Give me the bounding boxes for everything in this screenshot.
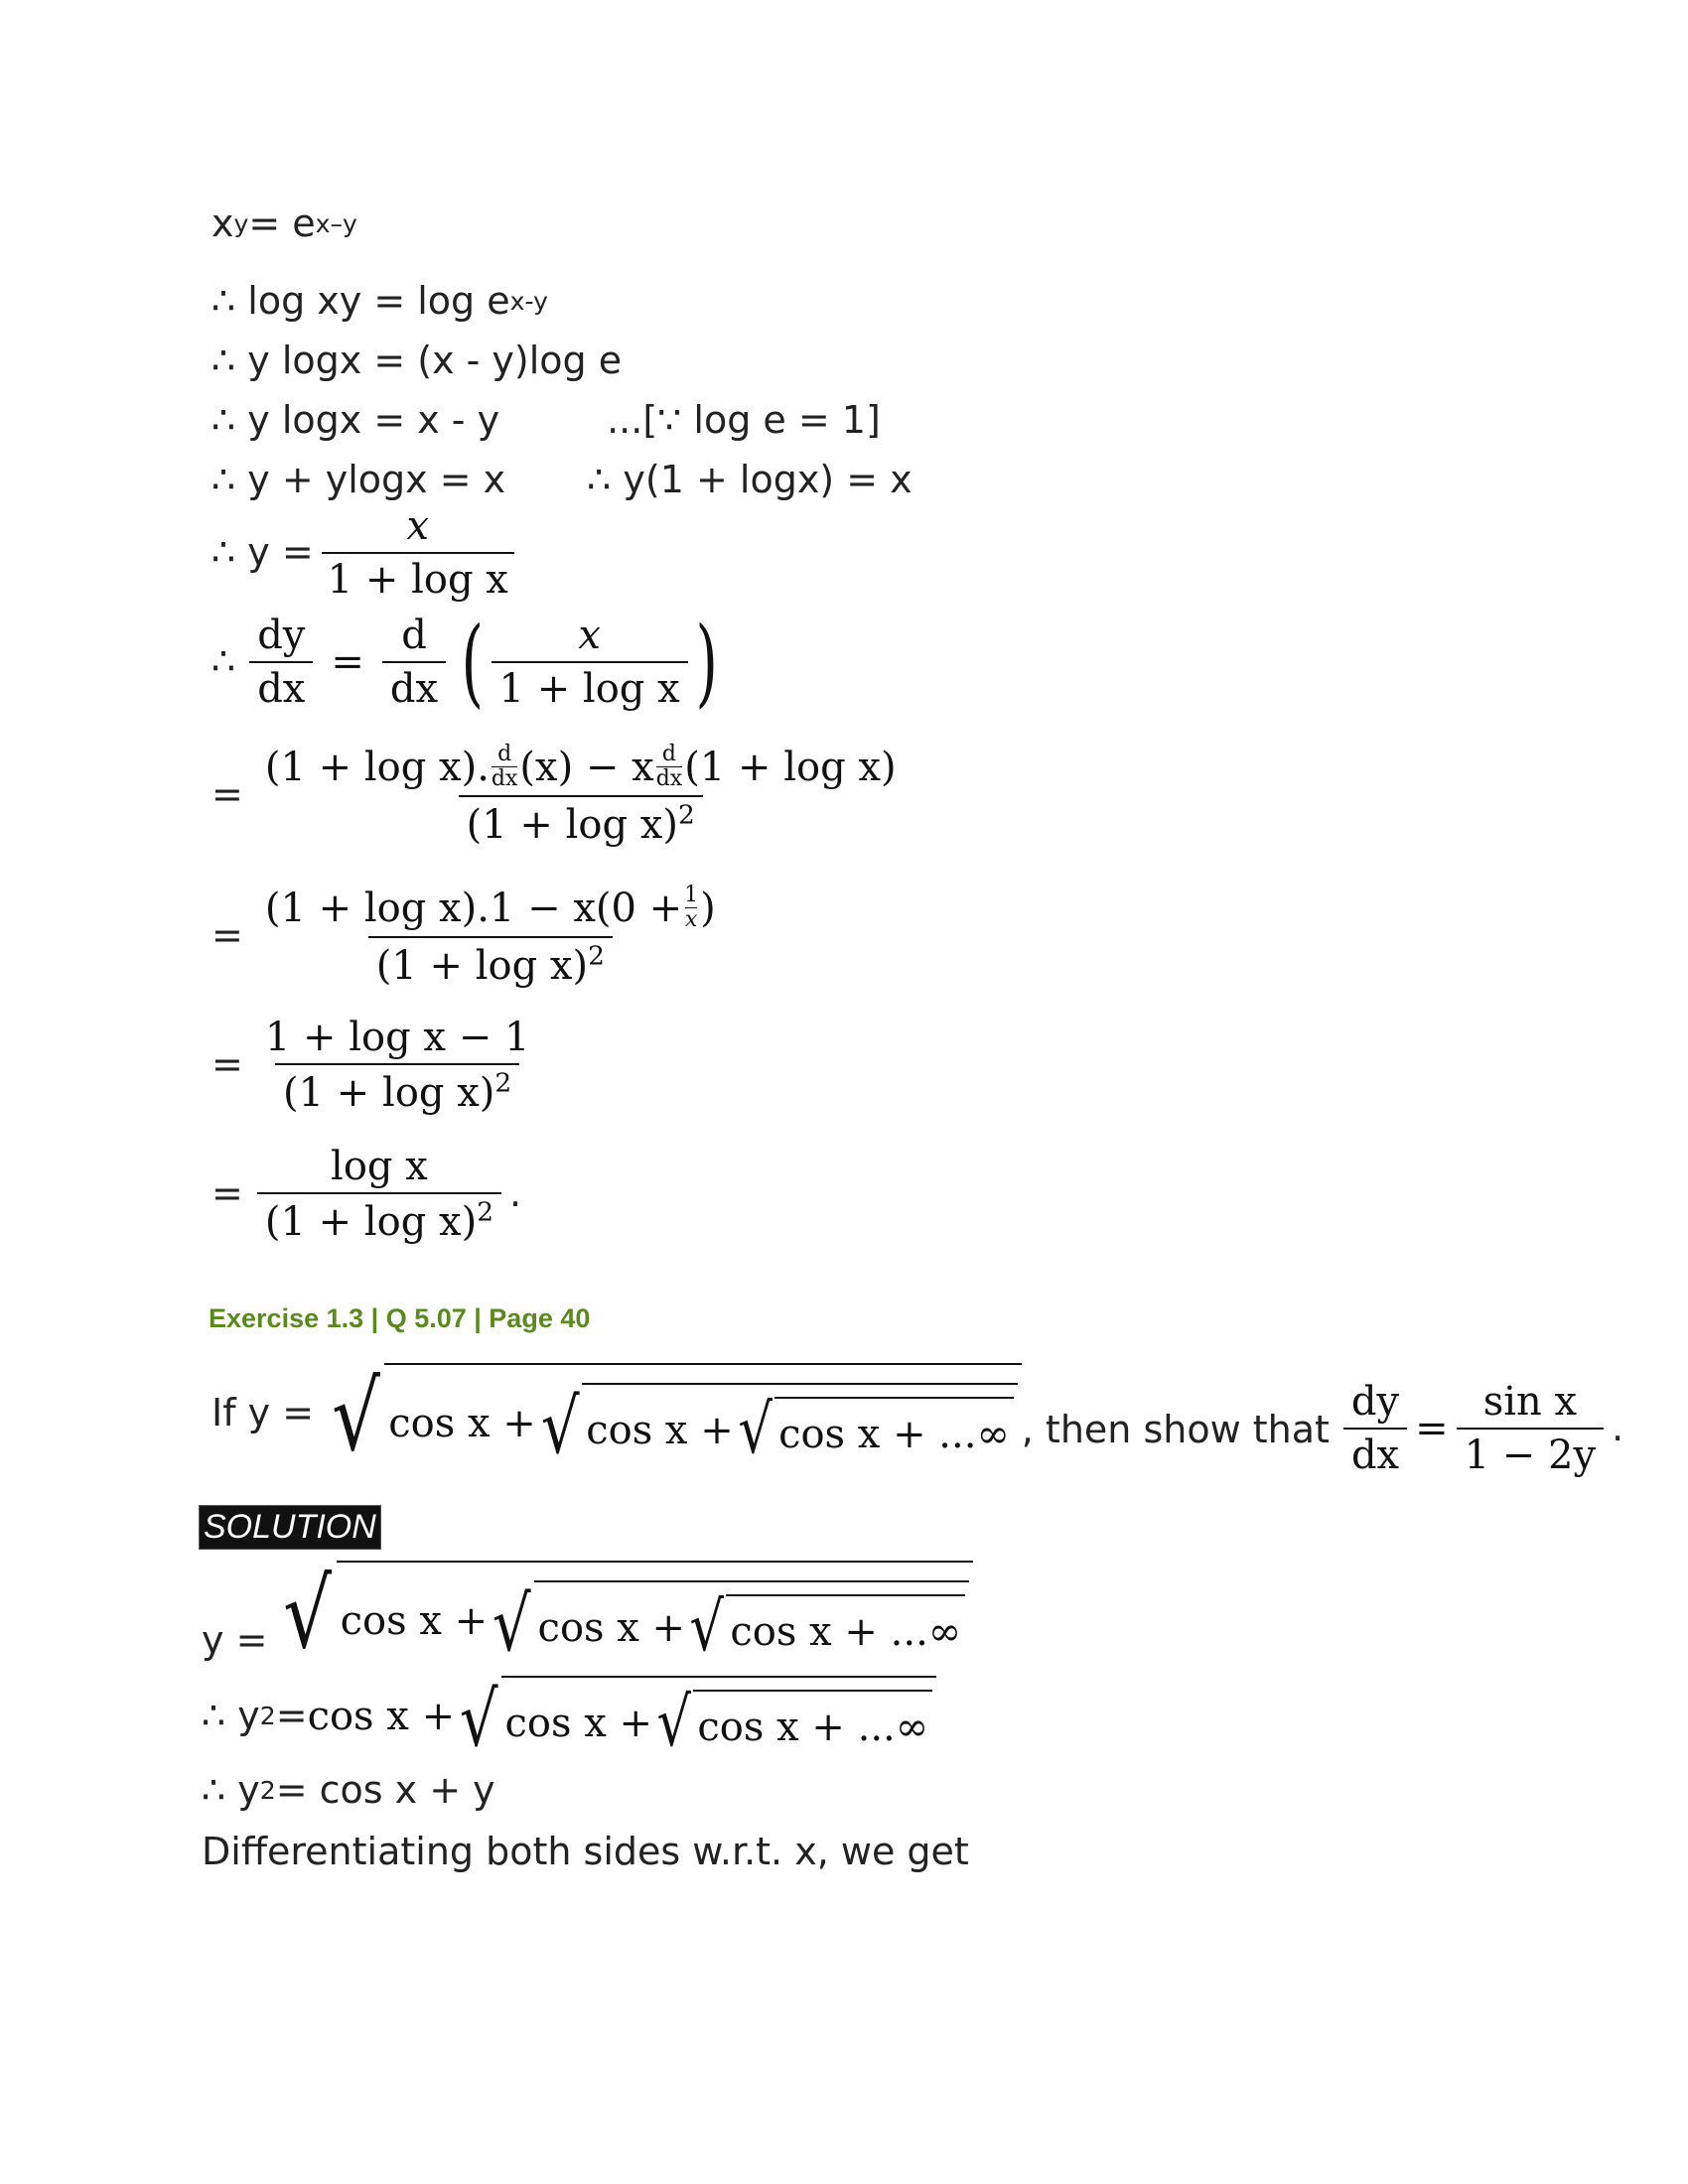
solution-2-middle-root (455, 1675, 936, 1763)
line-8-num-a: (1 + log x). (264, 744, 490, 790)
line-11-numerator: log x (331, 1144, 428, 1189)
question-dx: dx (1343, 1428, 1407, 1477)
line-6-denominator: 1 + log x (322, 552, 514, 602)
solution-1-radical-3: √ (689, 1588, 725, 1667)
line-8-equals: = (211, 771, 243, 816)
solution-1-radicand-1 (337, 1561, 974, 1668)
line-8-den-sup: 2 (677, 800, 695, 832)
solution-2-radical-1: √ (459, 1675, 498, 1763)
equation-line-9 (211, 884, 732, 988)
line-8-numerator (257, 743, 905, 795)
solution-2-radical-2: √ (656, 1684, 692, 1762)
line-8-denominator (459, 795, 703, 847)
line-4-text: ∴ y logx = x - y (211, 398, 500, 442)
line-9-numerator (257, 884, 724, 936)
line-7-dx: dx (249, 661, 313, 711)
equation-line-5 (211, 460, 913, 501)
question-radicand-3: cos x + ...∞ (774, 1397, 1014, 1464)
line-8-dx-b: dx (655, 766, 683, 792)
line-2-text: ∴ log xy = log e (211, 279, 510, 323)
question-result-fraction (1457, 1380, 1604, 1477)
line-9-denominator (368, 936, 613, 988)
line-8-d-dx-a (492, 743, 518, 791)
question-dydx (1343, 1380, 1407, 1477)
question-middle-text: , then show that (1021, 1408, 1330, 1452)
question-result-denominator: 1 − 2y (1457, 1428, 1604, 1477)
question-prefix: If y = (211, 1391, 315, 1435)
solution-2-inner-root (652, 1684, 932, 1762)
line-10-denominator (275, 1063, 519, 1115)
solution-1-radical-1: √ (283, 1559, 333, 1670)
line-9-den-sup: 2 (588, 941, 605, 973)
line-7-d-dx (382, 614, 446, 711)
line-9-one-over-x (684, 884, 698, 932)
line-10-numerator: 1 + log x − 1 (264, 1015, 530, 1060)
line-10-den-text: (1 + log x) (283, 1070, 495, 1116)
question-radicand-1 (384, 1363, 1022, 1470)
equation-line-3 (211, 341, 622, 382)
line-7-dydx (249, 614, 313, 711)
solution-3-prefix: ∴ y (202, 1768, 260, 1812)
question-radicand-2 (582, 1383, 1018, 1469)
line-10-den-sup: 2 (494, 1067, 512, 1099)
line-6-numerator: x (406, 503, 430, 549)
question-term-2: cos x + (586, 1408, 734, 1453)
equation-line-4 (211, 400, 881, 442)
line-6-lhs: ∴ y = (211, 530, 314, 575)
solution-badge: SOLUTION (199, 1505, 381, 1550)
line-8-d-a: d (497, 742, 512, 766)
question-line (211, 1350, 1623, 1477)
line-9-equals: = (211, 912, 243, 957)
line-8-den-text: (1 + log x) (466, 802, 678, 849)
line-4-note: ...[∵ log e = 1] (607, 398, 881, 442)
line-10-fraction (257, 1016, 538, 1115)
question-term-1: cos x + (388, 1401, 536, 1446)
line-6-fraction (322, 504, 514, 602)
solution-1-radicand-2 (534, 1580, 970, 1667)
line-9-den-text: (1 + log x) (375, 943, 589, 990)
line-5-text: ∴ y + ylogx = x (211, 458, 506, 501)
solution-3-rest: = cos x + y (275, 1768, 495, 1812)
solution-2-term-2: cos x + (504, 1701, 653, 1746)
line-9-num-b: ) (700, 885, 716, 931)
question-dy: dy (1350, 1379, 1400, 1425)
line-8-fraction (257, 743, 905, 847)
question-tail: . (1612, 1406, 1624, 1450)
line-7-inner-fraction (492, 614, 688, 711)
solution-1-radical-2: √ (492, 1579, 531, 1668)
question-result-numerator: sin x (1482, 1379, 1578, 1425)
question-inner-root (734, 1391, 1014, 1469)
line-1-base: x (211, 202, 234, 245)
line-5-text-2: ∴ y(1 + logx) = x (587, 458, 913, 501)
solution-1-outer-root (277, 1559, 973, 1670)
line-7-dx-2: dx (382, 661, 446, 711)
solution-2-radicand-2: cos x + ...∞ (693, 1690, 932, 1757)
line-8-dx-a: dx (491, 766, 518, 792)
line-11-fraction (257, 1145, 501, 1244)
question-radical-3: √ (738, 1391, 773, 1469)
question-middle-root (536, 1382, 1018, 1470)
line-11-denominator (257, 1192, 501, 1244)
line-3-text: ∴ y logx = (x - y)log e (211, 339, 623, 382)
line-9-fraction (257, 884, 724, 988)
line-11-den-text: (1 + log x) (264, 1199, 478, 1245)
equation-line-1: x y = e x–y (211, 202, 357, 245)
equation-line-11 (211, 1145, 521, 1244)
exercise-reference: Exercise 1.3 | Q 5.07 | Page 40 (209, 1303, 591, 1333)
solution-1-middle-root (488, 1579, 969, 1668)
solution-line-4 (202, 1832, 969, 1873)
line-8-d-dx-b (656, 743, 683, 791)
solution-1-term-1: cos x + (340, 1598, 489, 1644)
question-radical-2: √ (540, 1382, 580, 1470)
solution-1-inner-root (685, 1588, 965, 1667)
line-7-denominator: 1 + log x (492, 661, 688, 711)
question-equals: = (1415, 1406, 1449, 1451)
line-7-left-paren: ( (461, 607, 485, 718)
line-7-numerator: x (578, 613, 601, 658)
line-8-d-b: d (661, 742, 676, 766)
line-7-equals: = (331, 639, 364, 685)
line-11-tail: . (509, 1171, 522, 1216)
solution-2-prefix: ∴ y (202, 1694, 260, 1738)
line-9-one: 1 (684, 883, 699, 907)
solution-1-term-2: cos x + (537, 1605, 686, 1651)
equation-line-8 (211, 743, 913, 847)
line-9-x: x (684, 907, 698, 933)
solution-line-3: ∴ y 2 = cos x + y (202, 1768, 495, 1812)
line-8-num-b: (x) − x (519, 744, 654, 790)
equation-line-10 (211, 1016, 545, 1115)
line-9-num-a: (1 + log x).1 − x(0 + (264, 885, 683, 931)
question-outer-root (326, 1361, 1022, 1472)
solution-2-equals: = (275, 1694, 308, 1738)
question-radical-1: √ (332, 1361, 381, 1472)
solution-4-text: Differentiating both sides w.r.t. x, we get (202, 1830, 969, 1873)
equation-line-7 (211, 607, 725, 718)
solution-2-term-1: cos x + (307, 1694, 456, 1739)
solution-line-2: ∴ y 2 = cos x + √ cos x + √ cos x + ...∞ (202, 1676, 936, 1757)
equation-line-6 (211, 504, 522, 602)
solution-line-1 (202, 1559, 973, 1670)
solution-1-prefix: y = (202, 1618, 268, 1663)
line-7-dy: dy (257, 613, 306, 658)
line-1-rest: = e (248, 202, 316, 245)
line-11-den-sup: 2 (477, 1196, 493, 1228)
line-7-therefore: ∴ (211, 639, 236, 684)
line-11-equals: = (211, 1171, 243, 1216)
line-8-num-c: (1 + log x) (684, 744, 897, 790)
line-7-d: d (401, 613, 427, 658)
solution-1-radicand-3: cos x + ...∞ (726, 1594, 965, 1662)
equation-line-2: ∴ log xy = log e x-y (211, 279, 548, 323)
solution-2-radicand-1 (501, 1676, 937, 1762)
line-7-right-paren: ) (695, 607, 718, 718)
line-10-equals: = (211, 1042, 243, 1087)
